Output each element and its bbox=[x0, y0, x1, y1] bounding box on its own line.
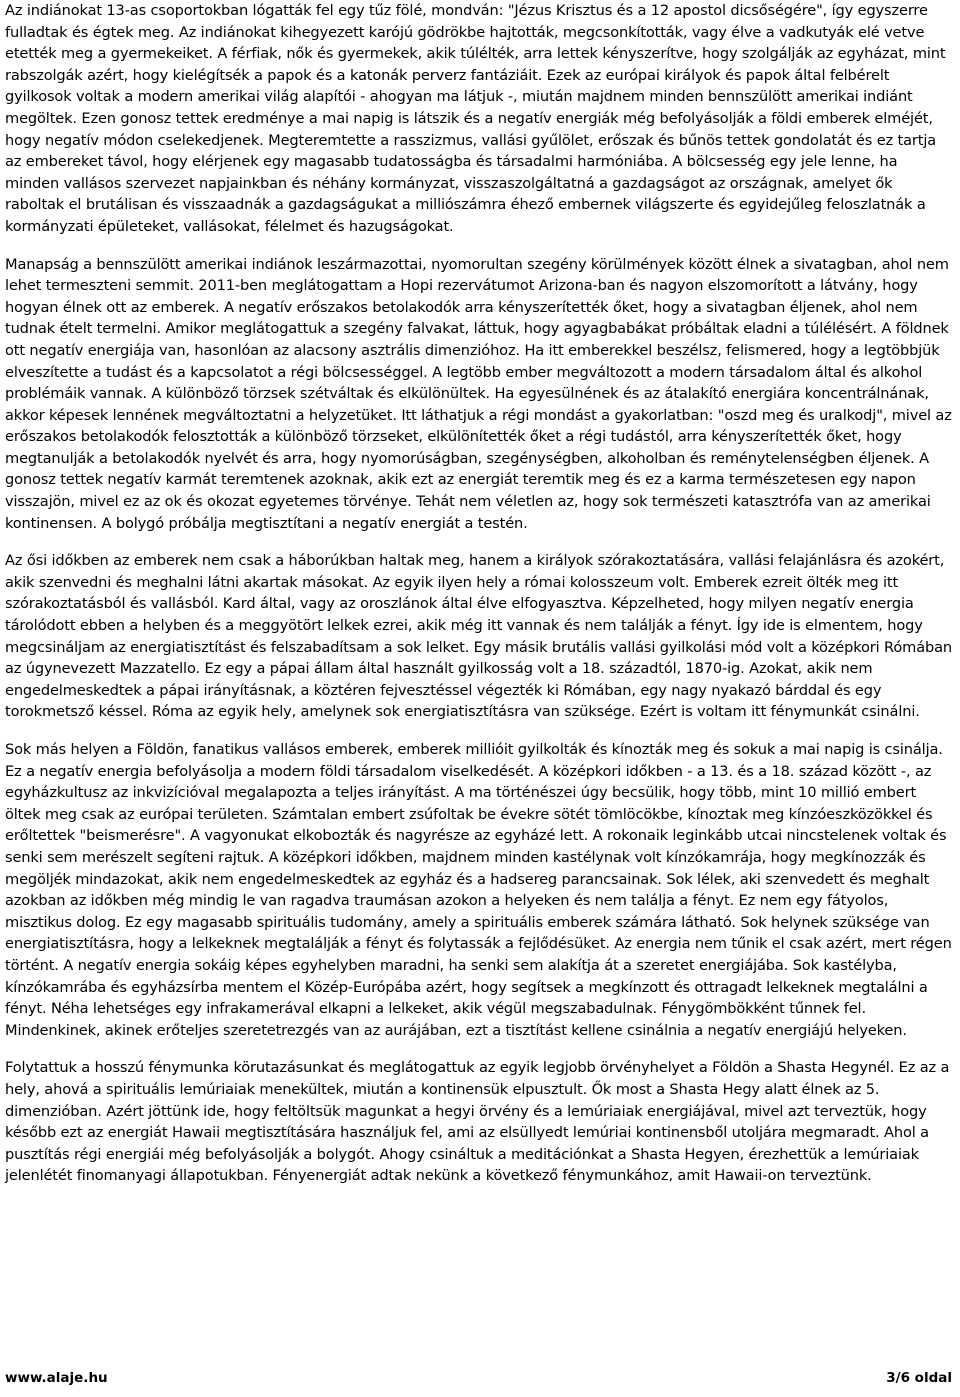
paragraph-4: Sok más helyen a Földön, fanatikus vallásos emberek, emberek millióit gyilkolták és kínozták meg és sokuk a mai napig is csinálja. Ez a negatív energia befolyásolja a modern földi társadalom viselkedését. A középkori időkben - a 13. és a 18. század között -, az egyházkultusz az inkvizícióval megalapozta a teljes irányítást. A ma történészei úgy becsülik, hogy több, mint 10 millió embert öltek meg csak az európai területen. Számtalan embert zsúfoltak be évekre sötét tömlöcökbe, kínoztak meg kínzóeszközökkel és erőltettek "beismerésre". A vagyonukat elkobozták és nagyrésze az egyházé lett. A rokonaik leginkább utcai nincstelenek voltak és senki sem merészelt segíteni rajtuk. A középkori időkben, majdnem minden kastélynak volt kínzókamrája, hogy megkínozzák és megöljék mindazokat, akik nem engedelmeskedtek az egyház és a hadsereg parancsainak. Sok lélek, aki szenvedett és meghalt azokban az időkben még mindig le van ragadva traumásan azokon a helyeken és nem találja a fényt. Ez nem egy fátyolos, misztikus dolog. Ez egy magasabb spirituális tudomány, amely a spirituális emberek számára látható. Sok helynek szüksége van energiatisztításra, hogy a lelkeknek megtalálják a fényt és folytassák a fejlődésüket. Az energia nem tűnik el csak azért, mert régen történt. A negatív energia sokáig képes egyhelyben maradni, ha senki sem alakítja át a szeretet energiájába. Sok kastélyba, kínzókamrába és egyházsírba mentem el Közép-Európába azért, hogy segítsek a megkínzott és ottragadt lelkeknek megtalálni a fényt. Néha lehetséges egy infrakamerával elkapni a lelkeket, akik végül megszabadulnak. Fénygömbökként tűnnek fel. Mindenkinek, akinek erőteljes szeretetrezgés van az aurájában, ezt a tisztítást kellene csinálnia a negatív energiájú helyeken. bbox=[5, 741, 952, 1039]
footer-page-number: 3/6 oldal bbox=[886, 1370, 952, 1386]
paragraph-3: Az ősi időkben az emberek nem csak a háborúkban haltak meg, hanem a királyok szórakoztatására, vallási felajánlásra és azokért, akik szenvedni és meghalni látni akartak másokat. Az egyik ilyen hely a római kolosszeum volt. Emberek ezreit ölték meg itt szórakoztatásból és vallásból. Kard által, vagy az oroszlánok által élve elfogyasztva. Képzelheted, hogy milyen negatív energia tárolódott ebben a helyben és a meggyötört lelkek ezrei, akik még itt vannak és nem találják a fényt. Így ide is elmentem, hogy megcsináljam az energiatisztítást és felszabadítsam a sok lelket. Egy másik brutális vallási gyilkolási mód volt a középkori Rómában az úgynevezett Mazzatello. Ez egy a pápai állam által használt gyilkosság volt a 18. századtól, 1870-ig. Azokat, akik nem engedelmeskedtek a pápai irányításnak, a köztéren fejvesztéssel végezték ki Rómában, egy nagy nyakazó bárddal és egy torokmetsző késsel. Róma az egyik hely, amelynek sok energiatisztításra van szüksége. Ezért is voltam itt fénymunkát csinálni. bbox=[5, 552, 953, 721]
footer-site-link[interactable]: www.alaje.hu bbox=[5, 1370, 108, 1386]
page-footer bbox=[5, 1370, 952, 1390]
paragraph-1: Az indiánokat 13-as csoportokban lógatták fel egy tűz fölé, mondván: "Jézus Krisztus és a 12 apostol dicsőségére", így egyszerre fulladtak és égtek meg. Az indiánokat kihegyezett karójú gödrökbe hajtották, megcsonkították, vagy élve a vadkutyák elé vetve etették meg a gyermekeiket. A férfiak, nők és gyermekek, akik túlélték, arra lettek kényszerítve, hogy szolgálják az egyházat, mint rabszolgák azért, hogy kielégítsék a papok és a katonák perverz fantáziáit. Ezek az európai királyok és papok által felbérelt gyilkosok voltak a modern amerikai világ alapítói - ahogyan ma látjuk -, miután majdnem minden bennszülött amerikai indiánt megöltek. Ezen gonosz tettek eredménye a mai napig is látszik és a negatív energiák még befolyásolják a földi emberek elméjét, hogy negatív módon cselekedjenek. Megteremtette a rasszizmus, vallási gyűlölet, erőszak és bűnös tettek gondolatát és ez tartja az embereket távol, hogy elérjenek egy magasabb tudatosságba és társadalmi harmóniába. A bölcsesség egy jele lenne, ha minden vallásos szervezet napjainkban és néhány kormányzat, visszaszolgáltatná a gazdagságot az országnak, amelyet ők raboltak el brutálisan és visszaadnák a gazdagságukat a milliószámra éhező embernek világszerte és egyidejűleg feloszlatnák a kormányzati épületeket, vallásokat, félelmet és hazugságokat. bbox=[5, 2, 946, 235]
paragraph-2: Manapság a bennszülött amerikai indiánok leszármazottai, nyomorultan szegény körülmények között élnek a sivatagban, ahol nem lehet termeszteni semmit. 2011-ben meglátogattam a Hopi rezervátumot Arizona-ban és nagyon elszomorított a látvány, hogy hogyan élnek ott az emberek. A negatív erőszakos betolakodók arra kényszerítették őket, hogy a sivatagban éljenek, ahol nem tudnak ételt termelni. Amikor meglátogattuk a szegény falvakat, láttuk, hogy agyagbabákat próbáltak eladni a túlélésért. A földnek ott negatív energiája van, hasonlóan az alacsony asztrális dimenzióhoz. Ha itt emberekkel beszélsz, felismered, hogy a legtöbbjük elveszítette a tudást és a kapcsolatot a régi bölcsességgel. A legtöbb ember megváltozott a modern társadalom által és alkohol problémáik vannak. A különböző törzsek szétváltak és elkülönültek. Ha egyesülnének és az átalakító energiára koncentrálnának, akkor képesek lennének megváltoztatni a helyzetüket. Itt láthatjuk a régi mondást a gyakorlatban: "oszd meg és uralkodj", mivel az erőszakos betolakodók felosztották a különböző törzseket, elkülönítették őket a régi tudástól, arra kényszerítették őket, hogy megtanulják a betolakodók nyelvét és arra, hogy nyomorúságban, szegénységben, alkoholban és reménytelenségben éljenek. A gonosz tettek negatív karmát teremtenek azoknak, akik ezt az energiát teremtik meg és ez a karma természetesen egy napon visszajön, mivel ez az ok és okozat egyetemes törvénye. Tehát nem véletlen az, hogy sok természeti katasztrófa van az amerikai kontinensen. A bolygó próbálja megtisztítani a negatív energiát a testén. bbox=[5, 255, 952, 532]
document-body bbox=[5, 0, 955, 1203]
paragraph-5: Folytattuk a hosszú fénymunka körutazásunkat és meglátogattuk az egyik legjobb örvényhelyet a Földön a Shasta Hegynél. Ez az a hely, ahová a spirituális lemúriaiak menekültek, miután a kontinensük elpusztult. Ők most a Shasta Hegy alatt élnek az 5. dimenzióban. Azért jöttünk ide, hogy feltöltsük magunkat a hegyi örvény és a lemúriaiak energiájával, mivel azt terveztük, hogy később ezt az energiát Hawaii megtisztítására használjuk fel, ami az elsüllyedt lemúriai kontinensből utoljára megmaradt. Ahol a pusztítás régi energiái még befolyásolják a bolygót. Ahogy csináltuk a meditációnkat a Shasta Hegyen, érezhettük a lemúriaiak jelenlétét finomanyagi állapotukban. Fényenergiát adtak nekünk a következő fénymunkához, amit Hawaii-on terveztünk. bbox=[5, 1059, 950, 1185]
